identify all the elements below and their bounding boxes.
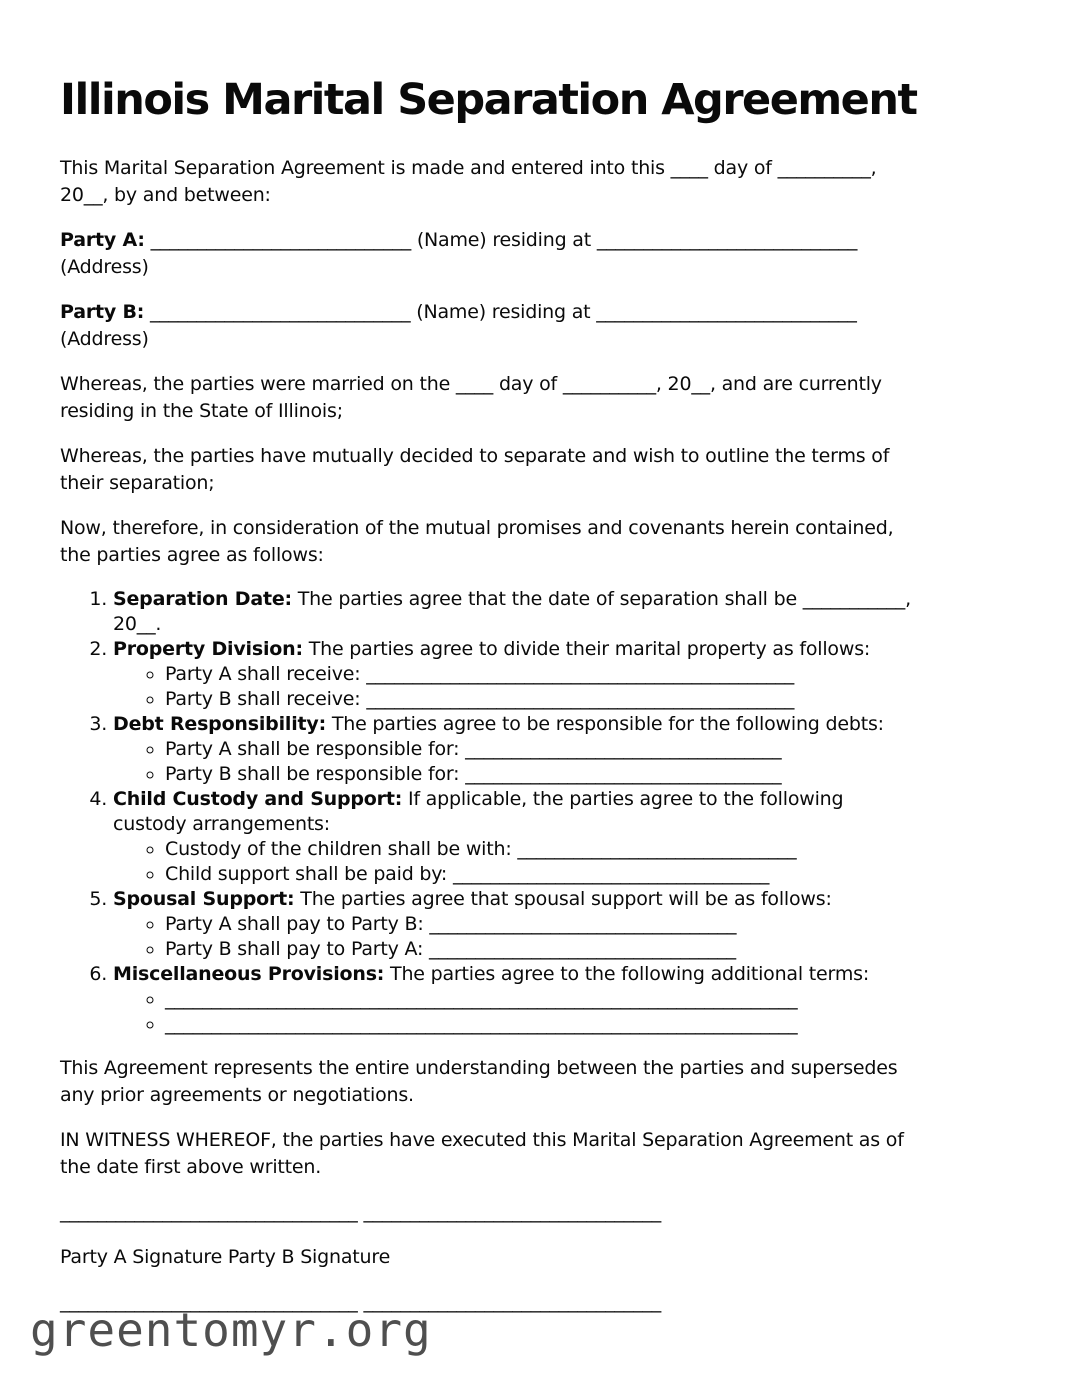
property-division-sublist [113, 662, 1013, 712]
term-child-custody: 4. Child Custody and Support: If applicable, the parties agree to the following custody arrangements: ◦ Custody of the children shall be with: ______________________________ ◦ Child support shall be paid by: __________________________________ [113, 787, 1013, 887]
document-title: Illinois Marital Separation Agreement [60, 75, 917, 125]
miscellaneous-sublist [113, 987, 1013, 1037]
watermark-greentomyr: greentomyr.org [30, 1303, 432, 1357]
term-child-custody-label: Child Custody and Support: [113, 788, 403, 811]
sub-term: ◦ Custody of the children shall be with: ______________________________ [165, 837, 1013, 862]
spousal-support-sublist [113, 912, 1013, 962]
party-b-label: Party B: [60, 301, 145, 324]
intro-paragraph [60, 155, 1013, 209]
term-debt-responsibility-label: Debt Responsibility: [113, 713, 326, 736]
sub-term: ◦ Party A shall be responsible for: __________________________________ [165, 737, 1013, 762]
debt-responsibility-sublist [113, 737, 1013, 787]
term-miscellaneous: 6. Miscellaneous Provisions: The parties agree to the following additional terms: ◦ ____________________________________________________________________ ◦ ____________________________________________________________________ [113, 962, 1013, 1037]
sub-term: ◦ Party B shall be responsible for: __________________________________ [165, 762, 1013, 787]
party-b-name-blank: ____________________________ (Name) residing at ____________________________ [144, 301, 857, 324]
party-a-address-label: (Address) [60, 256, 149, 279]
sub-term: ◦ Party B shall receive: ______________________________________________ [165, 687, 1013, 712]
signature-line-row: ________________________________ ________________________________ [60, 1201, 662, 1224]
intro-line2: 20__, by and between: [60, 184, 271, 207]
term-spousal-support: 5. Spousal Support: The parties agree that spousal support will be as follows: ◦ Party A shall pay to Party B: _________________________________ ◦ Party B shall pay to Party A: _________________________________ [113, 887, 1013, 962]
therefore-paragraph: Now, therefore, in consideration of the mutual promises and covenants herein contained, the parties agree as follows: [60, 517, 894, 567]
party-b-paragraph [60, 299, 1013, 353]
sub-term: ◦ Party A shall receive: ______________________________________________ [165, 662, 1013, 687]
term-miscellaneous-label: Miscellaneous Provisions: [113, 963, 385, 986]
witness-paragraph: IN WITNESS WHEREOF, the parties have executed this Marital Separation Agreement as of the date first above written. [60, 1129, 904, 1179]
child-custody-sublist [113, 837, 1013, 887]
intro-line1: This Marital Separation Agreement is made and entered into this ____ day of __________, [60, 157, 877, 180]
term-separation-date: 1. Separation Date: The parties agree that the date of separation shall be ___________, 20__. [113, 587, 1013, 637]
party-b-address-label: (Address) [60, 328, 149, 351]
agreement-terms-list [60, 587, 1013, 1037]
sub-term-blank: ◦ ____________________________________________________________________ [165, 987, 1013, 1012]
term-property-division-label: Property Division: [113, 638, 303, 661]
party-a-name-blank: ____________________________ (Name) residing at ____________________________ [144, 229, 858, 252]
term-separation-date-label: Separation Date: [113, 588, 292, 611]
sub-term: ◦ Party A shall pay to Party B: _________________________________ [165, 912, 1013, 937]
entire-understanding-paragraph: This Agreement represents the entire understanding between the parties and supersedes any prior agreements or negotiations. [60, 1057, 898, 1107]
signature-labels: Party A Signature Party B Signature [60, 1246, 391, 1269]
term-property-division: 2. Property Division: The parties agree to divide their marital property as follows: ◦ Party A shall receive: ______________________________________________ ◦ Party B shall receive: ______________________________________________ [113, 637, 1013, 712]
whereas-married-paragraph: Whereas, the parties were married on the ____ day of __________, 20__, and are currently residing in the State of Illinois; [60, 373, 882, 423]
party-a-label: Party A: [60, 229, 145, 252]
signature-line-row-2: ________________________________ ________________________________ [60, 1291, 662, 1314]
party-a-paragraph [60, 227, 1013, 281]
sub-term-blank: ◦ ____________________________________________________________________ [165, 1012, 1013, 1037]
sub-term: ◦ Party B shall pay to Party A: _________________________________ [165, 937, 1013, 962]
term-spousal-support-label: Spousal Support: [113, 888, 295, 911]
sub-term: ◦ Child support shall be paid by: __________________________________ [165, 862, 1013, 887]
whereas-separate-paragraph: Whereas, the parties have mutually decided to separate and wish to outline the terms of their separation; [60, 445, 890, 495]
term-debt-responsibility: 3. Debt Responsibility: The parties agree to be responsible for the following debts: ◦ Party A shall be responsible for: __________________________________ ◦ Party B shall be responsible for: __________________________________ [113, 712, 1013, 787]
